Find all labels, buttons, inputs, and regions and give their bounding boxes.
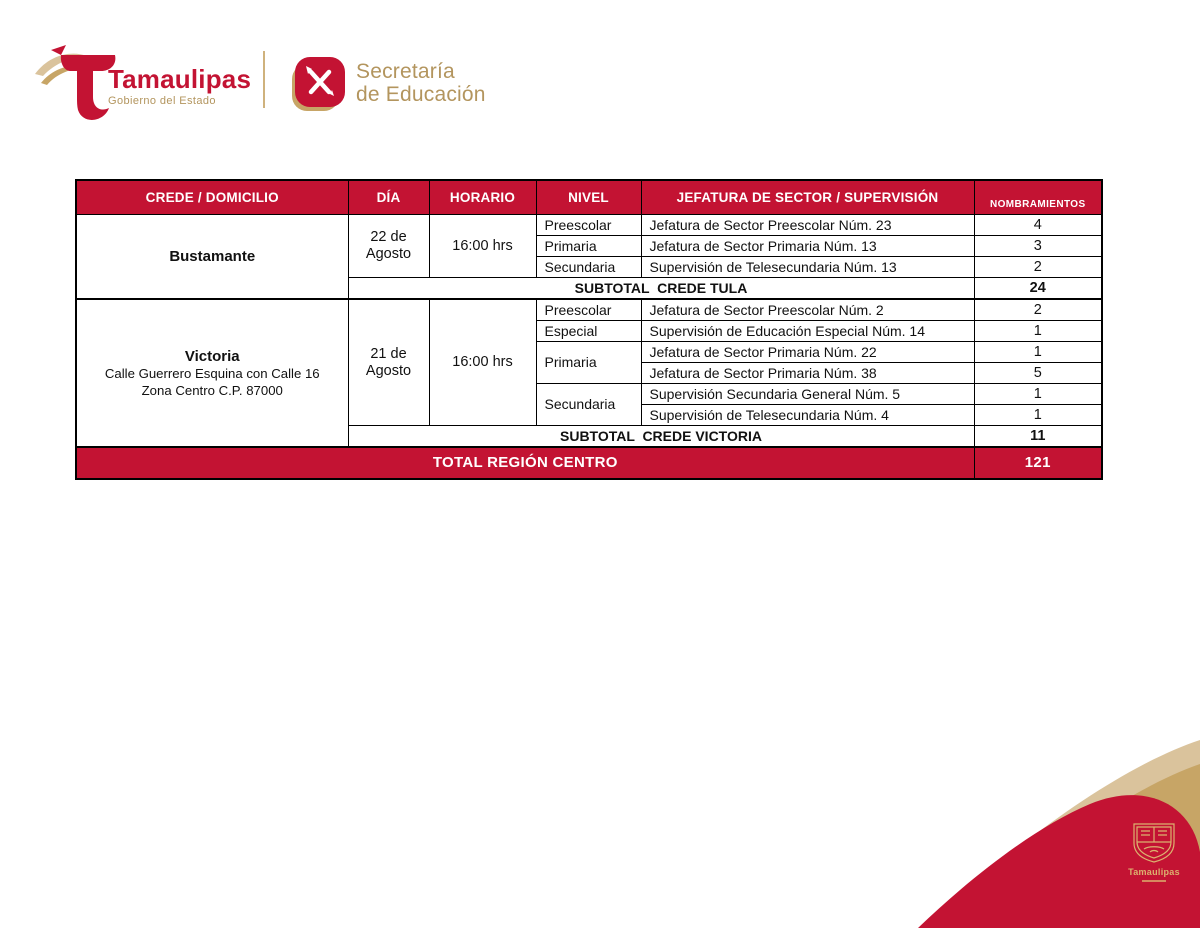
crede-name: Victoria — [184, 348, 240, 366]
nombramientos-cell: 1 — [974, 384, 1102, 405]
nivel-cell: Primaria — [536, 342, 641, 384]
emblem-fine-print — [1142, 880, 1166, 882]
nombramientos-cell: 3 — [974, 236, 1102, 257]
brand-divider — [263, 51, 265, 108]
nombramientos-cell: 5 — [974, 363, 1102, 384]
header-nombramientos: NOMBRAMIENTOS — [974, 180, 1102, 215]
nivel-cell: Secundaria — [536, 257, 641, 278]
crede-cell — [76, 299, 348, 447]
subtotal-value-cell: 24 — [974, 278, 1102, 300]
nivel-cell: Primaria — [536, 236, 641, 257]
secretariat-name — [356, 61, 486, 106]
jefatura-cell: Jefatura de Sector Primaria Núm. 38 — [641, 363, 974, 384]
crede-address-line: Zona Centro C.P. 87000 — [141, 382, 283, 398]
jefatura-cell: Jefatura de Sector Primaria Núm. 22 — [641, 342, 974, 363]
subtotal-label-cell: SUBTOTAL CREDE TULA — [348, 278, 974, 300]
jefatura-cell: Supervisión de Educación Especial Núm. 14 — [641, 321, 974, 342]
jefatura-cell: Jefatura de Sector Primaria Núm. 13 — [641, 236, 974, 257]
dia-cell: 21 de Agosto — [348, 299, 429, 426]
nivel-cell: Preescolar — [536, 215, 641, 236]
subtotal-label-cell: SUBTOTAL CREDE VICTORIA — [348, 426, 974, 448]
nivel-cell: Preescolar — [536, 299, 641, 321]
schedule-table — [75, 179, 1103, 480]
jefatura-cell: Supervisión de Telesecundaria Núm. 13 — [641, 257, 974, 278]
coat-of-arms-icon — [1130, 822, 1178, 864]
nombramientos-cell: 2 — [974, 299, 1102, 321]
tamaulipas-logo-icon — [33, 42, 117, 124]
horario-cell: 16:00 hrs — [429, 299, 536, 426]
state-tagline: Gobierno del Estado — [108, 95, 216, 107]
nombramientos-cell: 4 — [974, 215, 1102, 236]
table-row — [76, 299, 1102, 321]
emblem-label: Tamaulipas — [1128, 867, 1180, 877]
education-secretariat-icon — [289, 55, 347, 113]
total-label-cell: TOTAL REGIÓN CENTRO — [76, 447, 974, 479]
header-dia: DÍA — [348, 180, 429, 215]
header-crede-domicilio: CREDE / DOMICILIO — [76, 180, 348, 215]
total-value-cell: 121 — [974, 447, 1102, 479]
jefatura-cell: Jefatura de Sector Preescolar Núm. 2 — [641, 299, 974, 321]
nivel-cell: Secundaria — [536, 384, 641, 426]
corner-emblem — [1126, 822, 1182, 882]
nombramientos-cell: 1 — [974, 321, 1102, 342]
crede-address-line: Calle Guerrero Esquina con Calle 16 — [104, 366, 320, 382]
horario-cell: 16:00 hrs — [429, 215, 536, 278]
nombramientos-cell: 1 — [974, 405, 1102, 426]
nombramientos-cell: 1 — [974, 342, 1102, 363]
crede-name: Bustamante — [169, 247, 256, 265]
dia-cell: 22 de Agosto — [348, 215, 429, 278]
state-name: Tamaulipas — [108, 64, 252, 94]
header-jefatura: JEFATURA DE SECTOR / SUPERVISIÓN — [641, 180, 974, 215]
jefatura-cell: Supervisión Secundaria General Núm. 5 — [641, 384, 974, 405]
jefatura-cell: Supervisión de Telesecundaria Núm. 4 — [641, 405, 974, 426]
secretariat-line2: de Educación — [356, 82, 486, 106]
table-header-row — [76, 180, 1102, 215]
corner-wave-decoration — [900, 700, 1200, 928]
header-nivel: NIVEL — [536, 180, 641, 215]
total-row — [76, 447, 1102, 479]
subtotal-value-cell: 11 — [974, 426, 1102, 448]
nombramientos-cell: 2 — [974, 257, 1102, 278]
crede-cell — [76, 215, 348, 300]
jefatura-cell: Jefatura de Sector Preescolar Núm. 23 — [641, 215, 974, 236]
secretariat-line1: Secretaría — [356, 60, 455, 83]
table-row — [76, 215, 1102, 236]
header-horario: HORARIO — [429, 180, 536, 215]
nivel-cell: Especial — [536, 321, 641, 342]
state-brand-text — [108, 66, 251, 107]
